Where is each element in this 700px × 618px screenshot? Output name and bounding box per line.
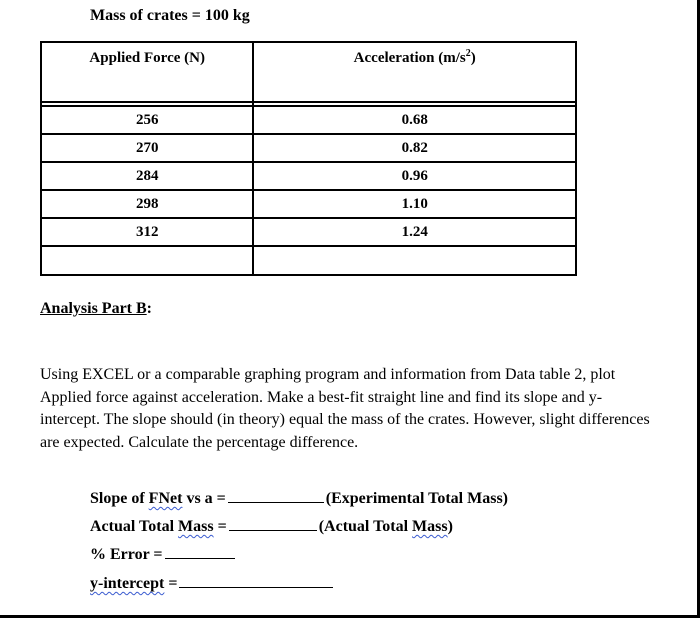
actual-mass-word: Mass — [178, 518, 214, 535]
slope-note: (Experimental Total Mass) — [325, 490, 508, 507]
force-cell: 270 — [41, 134, 253, 162]
table-row — [41, 162, 576, 190]
accel-cell: 1.10 — [253, 190, 576, 218]
accel-cell: 0.96 — [253, 162, 576, 190]
force-cell: 256 — [41, 106, 253, 134]
intercept-label: y-intercept — [90, 575, 165, 592]
intercept-blank[interactable] — [179, 573, 333, 588]
table-blank-row — [41, 246, 576, 275]
error-blank[interactable] — [165, 544, 235, 559]
slope-prefix: Slope of — [90, 490, 149, 507]
header-acceleration — [253, 42, 576, 102]
actual-note-prefix: (Actual Total — [318, 518, 413, 535]
actual-note-suffix: ) — [447, 518, 453, 535]
error-field — [90, 544, 237, 564]
force-cell: 284 — [41, 162, 253, 190]
actual-mass-blank[interactable] — [229, 516, 317, 531]
instructions-paragraph: Using EXCEL or a comparable graphing program and information from Data table 2, plot Applied force against acceleration. Make a best-fit straight line and find its slope and y-intercept. The slope should (in theory) equal the mass of the crates. However, slight differences are expected. Calculate the percentage difference. — [40, 366, 650, 451]
table-header-row — [41, 42, 576, 102]
slope-field — [90, 488, 508, 508]
table-row — [41, 190, 576, 218]
actual-mass-field — [90, 516, 453, 536]
data-table — [40, 41, 577, 276]
header-accel-suffix: ) — [470, 50, 476, 66]
header-applied-force: Applied Force (N) — [41, 42, 253, 102]
mass-of-crates: Mass of crates = 100 kg — [90, 7, 250, 24]
analysis-heading-colon: : — [146, 300, 152, 317]
accel-cell: 0.68 — [253, 106, 576, 134]
actual-note-mass: Mass — [412, 518, 448, 535]
actual-suffix: = — [213, 518, 227, 535]
table-row — [41, 134, 576, 162]
analysis-heading-text: Analysis Part B — [40, 300, 147, 317]
header-accel-sup: 2 — [465, 48, 471, 59]
accel-cell: 1.24 — [253, 218, 576, 246]
intercept-suffix: = — [164, 575, 178, 592]
table-row — [41, 106, 576, 134]
force-cell: 312 — [41, 218, 253, 246]
slope-suffix: vs a = — [182, 490, 226, 507]
slope-fnet: FNet — [148, 490, 183, 507]
force-cell: 298 — [41, 190, 253, 218]
accel-cell: 0.82 — [253, 134, 576, 162]
intercept-field — [90, 573, 335, 593]
table-row — [41, 218, 576, 246]
actual-prefix: Actual Total — [90, 518, 179, 535]
error-label: % Error = — [90, 546, 163, 563]
slope-blank[interactable] — [228, 488, 324, 503]
analysis-heading — [40, 300, 152, 318]
header-accel-prefix: Acceleration (m/s — [353, 50, 466, 66]
